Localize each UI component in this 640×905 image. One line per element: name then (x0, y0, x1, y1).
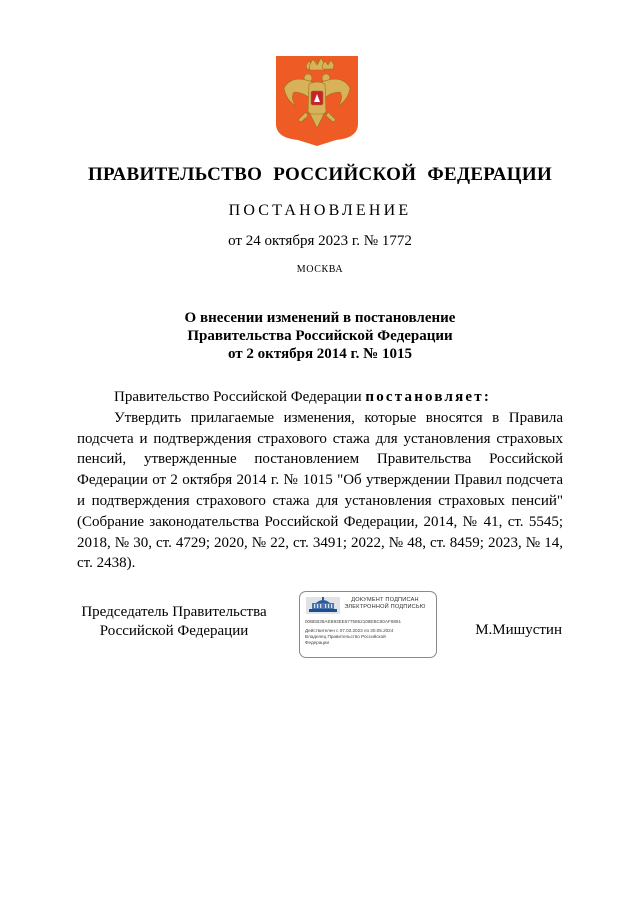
signatory-position (78, 603, 270, 641)
document-date-number: от 24 октября 2023 г. № 1772 (228, 233, 412, 249)
subject-line: О внесении изменений в постановление (184, 310, 456, 326)
russian-coat-of-arms-icon (276, 56, 358, 146)
stamp-title-line: ДОКУМЕНТ ПОДПИСАН (351, 597, 419, 603)
document-body (77, 387, 563, 574)
position-line: Председатель Правительства (81, 604, 267, 620)
stamp-validity: Действителен с 07.03.2023 по 30.05.2024 (305, 628, 394, 633)
stamp-title-line: ЭЛЕКТРОННОЙ ПОДПИСЬЮ (344, 604, 426, 610)
intro-paragraph (77, 387, 563, 408)
main-paragraph: Утвердить прилагаемые изменения, которые вносятся в Правила подсчета и подтверждения страхового стажа для установления страховых пенсий, утвержденные постановлением Правительства Российской Федерации от 2 октября 2014 г. № 1015 "Об утверждении Правил подсчета и подтверждения страхового стажа для установления страховых пенсий" (Собрание законодательства Российской Федерации, 2014, № 41, ст. 5545; 2018, № 30, ст. 4729; 2020, № 22, ст. 3491; 2022, № 48, ст. 8459; 2023, № 14, ст. 2438). (77, 409, 563, 572)
stamp-certificate-number: 00BEB38AEB93EE6775952108EBC80AF8891 (305, 619, 402, 624)
document-subject (0, 309, 640, 363)
stamp-title (338, 597, 432, 611)
decree-verb: постановляет: (365, 389, 492, 405)
stamp-owner: Федерации (305, 640, 330, 645)
signatory-name: М.Мишустин (475, 622, 562, 638)
subject-line: Правительства Российской Федерации (187, 328, 453, 344)
government-title: ПРАВИТЕЛЬСТВО РОССИЙСКОЙ ФЕДЕРАЦИИ (87, 164, 553, 185)
electronic-signature-stamp (299, 591, 437, 658)
intro-text: Правительство Российской Федерации (114, 389, 366, 405)
document-city: МОСКВА (296, 264, 344, 275)
coat-of-arms-emblem (276, 56, 358, 146)
stamp-owner: Владелец Правительство Российской (305, 634, 386, 639)
document-type: ПОСТАНОВЛЕНИЕ (228, 202, 412, 219)
position-line: Российской Федерации (99, 623, 249, 639)
government-building-icon (306, 597, 340, 614)
subject-line: от 2 октября 2014 г. № 1015 (228, 346, 412, 362)
